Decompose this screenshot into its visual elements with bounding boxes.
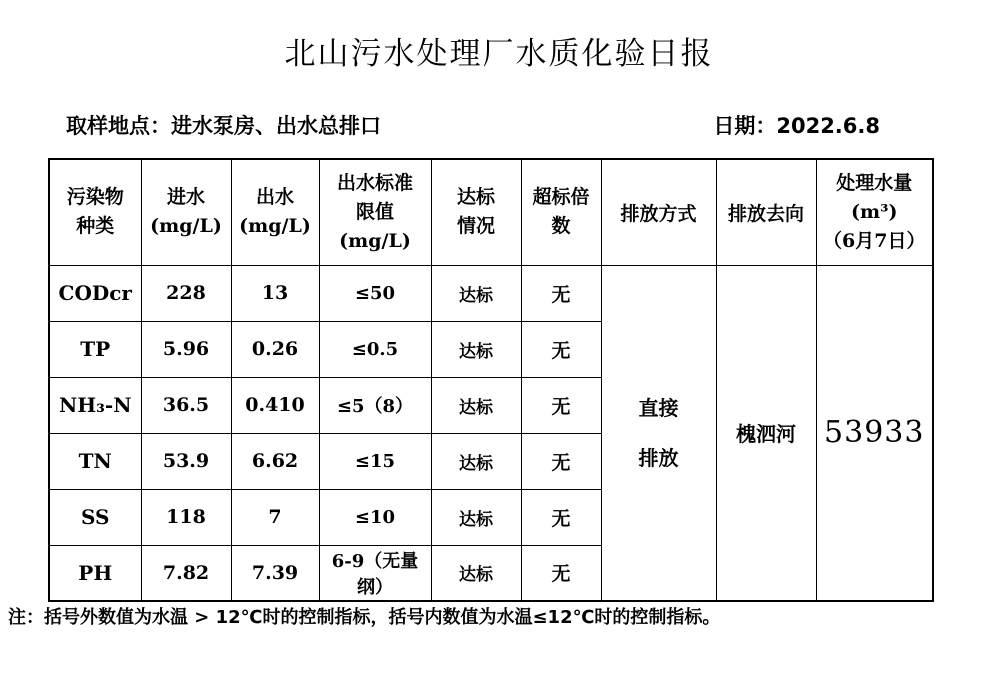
header-line: 情况 [456, 215, 495, 238]
header-line: 出水标准 [336, 171, 413, 194]
cell-pollutant: NH₃-N [49, 377, 141, 433]
header-unit: （6月7日） [823, 229, 926, 252]
cell-limit: ≤0.5 [319, 321, 431, 377]
table-row-codcr [49, 265, 933, 321]
cell-pollutant: PH [49, 545, 141, 601]
header-line: 出水 [255, 186, 294, 209]
cell-outflow: 0.26 [231, 321, 319, 377]
header-line: 达标 [456, 186, 495, 209]
header-inflow [141, 159, 231, 265]
header-unit: (m³) [851, 200, 898, 223]
report-date-label: 日期：2022.6.8 [713, 114, 880, 138]
header-outflow-limit [319, 159, 431, 265]
cell-limit: ≤5（8） [319, 377, 431, 433]
header-unit: (mg/L) [339, 229, 411, 252]
cell-compliance: 达标 [431, 321, 521, 377]
header-pollutant-type [49, 159, 141, 265]
report-title: 北山污水处理厂水质化验日报 [284, 36, 714, 72]
header-line: 限值 [355, 200, 394, 223]
cell-compliance: 达标 [431, 489, 521, 545]
cell-pollutant: TP [49, 321, 141, 377]
footnote: 注：括号外数值为水温 > 12℃时的控制指标，括号内数值为水温≤12℃时的控制指标。 [8, 607, 721, 628]
table-header-row [49, 159, 933, 265]
cell-pollutant: TN [49, 433, 141, 489]
header-compliance [431, 159, 521, 265]
cell-outflow: 13 [231, 265, 319, 321]
cell-discharge-method [601, 265, 716, 601]
cell-limit: ≤15 [319, 433, 431, 489]
cell-discharge-destination: 槐泗河 [716, 265, 816, 601]
cell-outflow: 0.410 [231, 377, 319, 433]
header-treated-volume [816, 159, 933, 265]
header-line: 污染物 [66, 186, 124, 209]
cell-exceed: 无 [521, 489, 601, 545]
cell-inflow: 118 [141, 489, 231, 545]
cell-outflow: 7.39 [231, 545, 319, 601]
meta-row [66, 110, 880, 140]
cell-compliance: 达标 [431, 433, 521, 489]
header-line: 处理水量 [836, 171, 913, 194]
cell-inflow: 5.96 [141, 321, 231, 377]
discharge-method-line: 直接 [638, 395, 679, 420]
cell-compliance: 达标 [431, 377, 521, 433]
header-line: 超标倍 [532, 186, 590, 209]
cell-limit: ≤50 [319, 265, 431, 321]
header-discharge-destination: 排放去向 [716, 159, 816, 265]
cell-exceed: 无 [521, 377, 601, 433]
header-unit: (mg/L) [150, 215, 222, 238]
header-exceed-multiple [521, 159, 601, 265]
cell-exceed: 无 [521, 321, 601, 377]
header-unit: (mg/L) [239, 215, 311, 238]
cell-inflow: 36.5 [141, 377, 231, 433]
cell-outflow: 6.62 [231, 433, 319, 489]
cell-compliance: 达标 [431, 545, 521, 601]
header-discharge-method: 排放方式 [601, 159, 716, 265]
cell-inflow: 7.82 [141, 545, 231, 601]
cell-exceed: 无 [521, 265, 601, 321]
sampling-location-label: 取样地点：进水泵房、出水总排口 [66, 114, 381, 138]
header-line: 数 [551, 215, 571, 238]
header-line: 种类 [76, 215, 115, 238]
cell-compliance: 达标 [431, 265, 521, 321]
cell-outflow: 7 [231, 489, 319, 545]
cell-pollutant: CODcr [49, 265, 141, 321]
header-outflow [231, 159, 319, 265]
cell-treated-volume: 53933 [816, 265, 933, 601]
cell-inflow: 53.9 [141, 433, 231, 489]
discharge-method-line: 排放 [638, 445, 679, 470]
cell-exceed: 无 [521, 433, 601, 489]
cell-limit: ≤10 [319, 489, 431, 545]
cell-pollutant: SS [49, 489, 141, 545]
header-line: 进水 [166, 186, 205, 209]
cell-limit: 6-9（无量纲） [319, 545, 431, 601]
water-quality-table [48, 158, 934, 602]
cell-exceed: 无 [521, 545, 601, 601]
cell-inflow: 228 [141, 265, 231, 321]
